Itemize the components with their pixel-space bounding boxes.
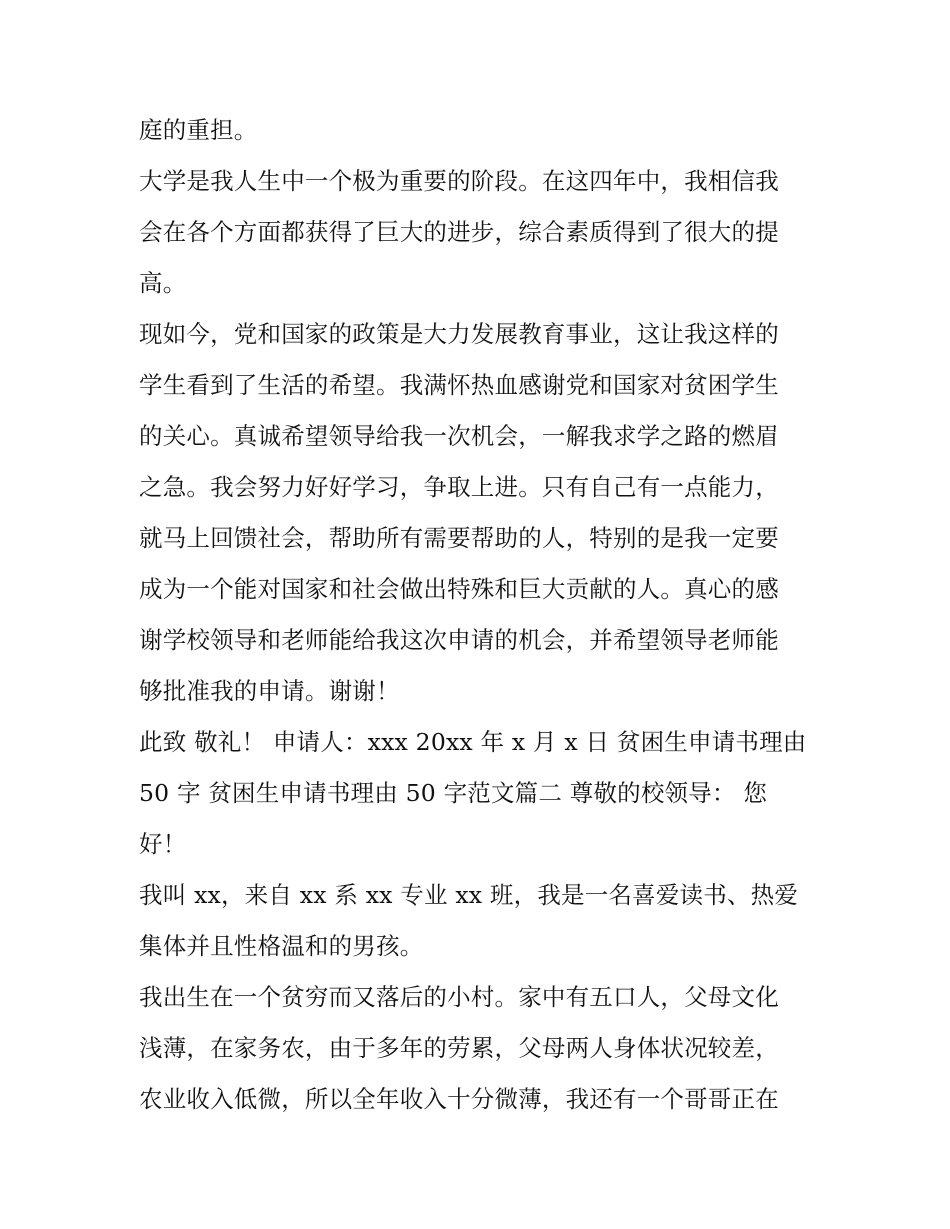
- text-line: 会在各个方面都获得了巨大的进步，综合素质得到了很大的提: [139, 218, 779, 246]
- document-body: [139, 105, 819, 1125]
- text-line: 够批准我的申请。谢谢！: [139, 677, 400, 705]
- text-line: 浅薄，在家务农，由于多年的劳累，父母两人身体状况较差，: [139, 1034, 779, 1062]
- text-line: 我叫 xx，来自 xx 系 xx 专业 xx 班，我是一名喜爱读书、热爱: [139, 881, 799, 909]
- paragraph: [139, 156, 819, 309]
- text-line: 就马上回馈社会，帮助所有需要帮助的人，特别的是我一定要: [139, 524, 779, 552]
- paragraph: [139, 309, 819, 717]
- text-line: 大学是我人生中一个极为重要的阶段。在这四年中，我相信我: [139, 167, 779, 195]
- text-line: 农业收入低微，所以全年收入十分微薄，我还有一个哥哥正在: [139, 1085, 779, 1113]
- paragraph: [139, 870, 819, 972]
- text-line: 高。: [139, 269, 187, 297]
- text-line: 庭的重担。: [139, 116, 258, 144]
- text-line: 成为一个能对国家和社会做出特殊和巨大贡献的人。真心的感: [139, 575, 779, 603]
- paragraph: [139, 717, 819, 870]
- text-line: 好！: [139, 830, 187, 858]
- paragraph: [139, 105, 819, 156]
- paragraph: [139, 972, 819, 1125]
- text-line: 50 字 贫困生申请书理由 50 字范文篇二 尊敬的校领导： 您: [139, 779, 768, 807]
- text-line: 集体并且性格温和的男孩。: [139, 932, 424, 960]
- text-line: 谢学校领导和老师能给我这次申请的机会，并希望领导老师能: [139, 626, 779, 654]
- text-line: 现如今，党和国家的政策是大力发展教育事业，这让我这样的: [139, 320, 779, 348]
- text-line: 此致 敬礼！ 申请人：xxx 20xx 年 x 月 x 日 贫困生申请书理由: [139, 728, 807, 756]
- text-line: 学生看到了生活的希望。我满怀热血感谢党和国家对贫困学生: [139, 371, 779, 399]
- text-line: 之急。我会努力好好学习，争取上进。只有自己有一点能力，: [139, 473, 779, 501]
- text-line: 我出生在一个贫穷而又落后的小村。家中有五口人，父母文化: [139, 983, 779, 1011]
- text-line: 的关心。真诚希望领导给我一次机会，一解我求学之路的燃眉: [139, 422, 779, 450]
